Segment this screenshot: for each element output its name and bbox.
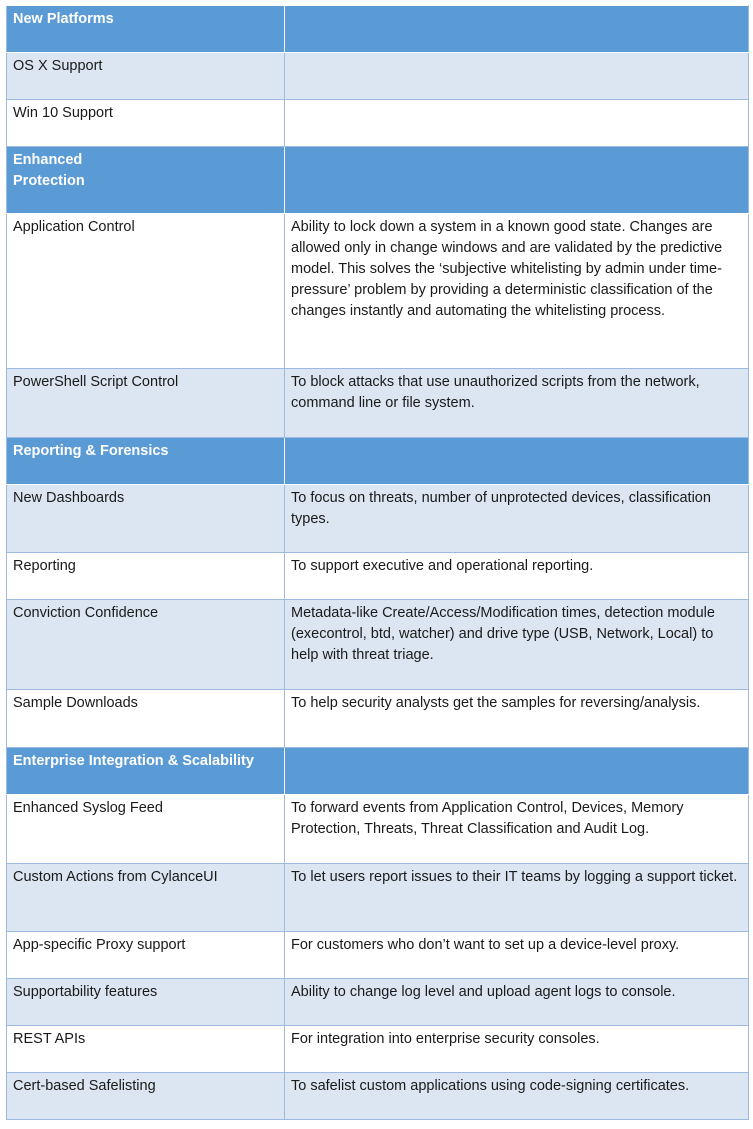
table-row (7, 1026, 749, 1073)
section-header-row (7, 147, 749, 214)
table-row (7, 795, 749, 864)
table-row (7, 53, 749, 100)
feature-name: Sample Downloads (7, 690, 285, 748)
section-header-row (7, 438, 749, 485)
feature-name: Win 10 Support (7, 100, 285, 147)
section-title: Enterprise Integration & Scalability (7, 748, 285, 795)
table-row (7, 1073, 749, 1120)
section-title: Enhanced Protection (7, 147, 285, 214)
section-header-row (7, 6, 749, 53)
table-row (7, 600, 749, 690)
feature-description: For customers who don’t want to set up a device-level proxy. (285, 932, 749, 979)
feature-name: OS X Support (7, 53, 285, 100)
section-desc (285, 748, 749, 795)
table-row (7, 369, 749, 438)
feature-description: Ability to lock down a system in a known good state. Changes are allowed only in change windows and are validated by the predictive model. This solves the ‘subjective whitelisting by admin under time-pressure’ problem by providing a deterministic classification of the changes instantly and automating the whitelisting process. (285, 214, 749, 369)
table-row (7, 864, 749, 932)
feature-name: Application Control (7, 214, 285, 369)
feature-name: Reporting (7, 553, 285, 600)
feature-name: Supportability features (7, 979, 285, 1026)
feature-description: To block attacks that use unauthorized scripts from the network, command line or file system. (285, 369, 749, 438)
table-row (7, 932, 749, 979)
feature-description: Metadata-like Create/Access/Modification times, detection module (execontrol, btd, watcher) and drive type (USB, Network, Local) to help with threat triage. (285, 600, 749, 690)
feature-description: To forward events from Application Control, Devices, Memory Protection, Threats, Threat Classification and Audit Log. (285, 795, 749, 864)
section-title: New Platforms (7, 6, 285, 53)
feature-name: Cert-based Safelisting (7, 1073, 285, 1120)
features-table (6, 5, 749, 1120)
feature-name: REST APIs (7, 1026, 285, 1073)
table-row (7, 485, 749, 553)
feature-name: Custom Actions from CylanceUI (7, 864, 285, 932)
feature-name: Conviction Confidence (7, 600, 285, 690)
feature-name: PowerShell Script Control (7, 369, 285, 438)
table-row (7, 214, 749, 369)
feature-description: For integration into enterprise security consoles. (285, 1026, 749, 1073)
feature-name: App-specific Proxy support (7, 932, 285, 979)
feature-name: Enhanced Syslog Feed (7, 795, 285, 864)
section-desc (285, 6, 749, 53)
feature-name: New Dashboards (7, 485, 285, 553)
table-row (7, 100, 749, 147)
feature-description: To focus on threats, number of unprotected devices, classification types. (285, 485, 749, 553)
section-title: Reporting & Forensics (7, 438, 285, 485)
feature-description: To help security analysts get the samples for reversing/analysis. (285, 690, 749, 748)
table-row (7, 553, 749, 600)
feature-description: To support executive and operational reporting. (285, 553, 749, 600)
feature-description: To safelist custom applications using code-signing certificates. (285, 1073, 749, 1120)
section-desc (285, 147, 749, 214)
table-row (7, 690, 749, 748)
table-row (7, 979, 749, 1026)
section-header-row (7, 748, 749, 795)
feature-description (285, 100, 749, 147)
feature-description: To let users report issues to their IT teams by logging a support ticket. (285, 864, 749, 932)
feature-description (285, 53, 749, 100)
feature-description: Ability to change log level and upload agent logs to console. (285, 979, 749, 1026)
section-desc (285, 438, 749, 485)
